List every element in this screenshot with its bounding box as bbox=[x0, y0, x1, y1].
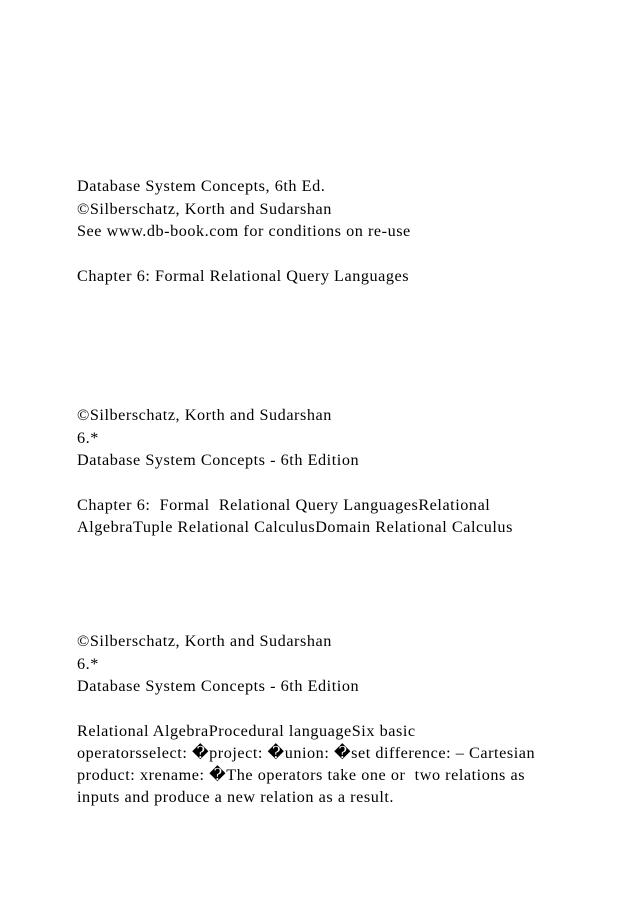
algebra-text-line-1: Relational AlgebraProcedural languageSix basic bbox=[77, 722, 416, 740]
chapter-title: Chapter 6: Formal Relational Query Languages bbox=[77, 267, 410, 285]
header-book-title: Database System Concepts, 6th Ed. bbox=[77, 177, 326, 195]
slide-edition: Database System Concepts - 6th Edition bbox=[77, 677, 360, 695]
algebra-text-line-3: product: xrename: �The operators take one or two relations as bbox=[77, 766, 526, 784]
slide-copyright: ©Silberschatz, Korth and Sudarshan bbox=[77, 406, 332, 424]
slide-outline-line-1: Chapter 6: Formal Relational Query LanguagesRelational bbox=[77, 496, 491, 514]
slide-number: 6.* bbox=[77, 429, 99, 447]
algebra-text-line-4: inputs and produce a new relation as a result. bbox=[77, 788, 395, 806]
algebra-text-line-2: operatorsselect: �project: �union: �set difference: – Cartesian bbox=[77, 744, 536, 762]
slide-copyright: ©Silberschatz, Korth and Sudarshan bbox=[77, 632, 332, 650]
slide-edition: Database System Concepts - 6th Edition bbox=[77, 451, 360, 469]
header-copyright: ©Silberschatz, Korth and Sudarshan bbox=[77, 200, 332, 218]
header-reuse-notice: See www.db-book.com for conditions on re-use bbox=[77, 222, 411, 240]
slide-number: 6.* bbox=[77, 655, 99, 673]
slide-outline-line-2: AlgebraTuple Relational CalculusDomain Relational Calculus bbox=[77, 518, 513, 536]
